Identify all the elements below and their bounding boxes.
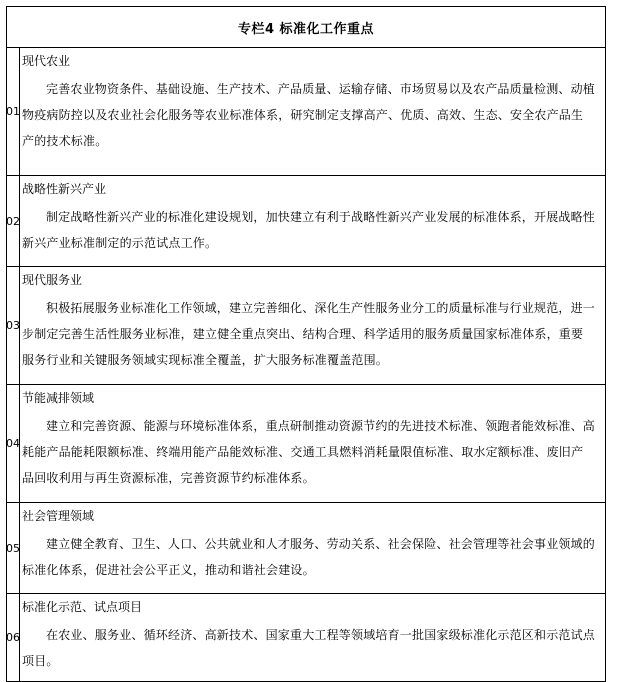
row-content <box>20 176 605 266</box>
table-title: 专栏4 标准化工作重点 <box>7 7 605 48</box>
row-body: 建立健全教育、卫生、人口、公共就业和人才服务、劳动关系、社会保险、社会管理等社会事业领域的标准化体系，促进社会公平正义，推动和谐社会建设。 <box>22 537 596 577</box>
row-heading: 现代农业 <box>22 54 71 68</box>
table-row <box>7 594 605 681</box>
row-number: 01 <box>7 48 20 175</box>
row-body: 建立和完善资源、能源与环境标准体系，重点研制推动资源节约的先进技术标准、领跑者能效标准、高耗能产品能耗限额标准、终端用能产品能效标准、交通工具燃料消耗量限值标准、取水定额标准、废旧产品回收利用与再生资源标准，完善资源节约标准体系。 <box>22 419 596 485</box>
standardization-table <box>6 6 606 682</box>
row-content <box>20 594 605 681</box>
row-number: 03 <box>7 267 20 384</box>
row-body: 在农业、服务业、循环经济、高新技术、国家重大工程等领域培育一批国家级标准化示范区和示范试点项目。 <box>22 628 596 668</box>
table-row <box>7 48 605 176</box>
row-number: 06 <box>7 594 20 681</box>
table-row <box>7 503 605 594</box>
row-content <box>20 503 605 593</box>
table-row <box>7 385 605 503</box>
table-row <box>7 267 605 385</box>
row-heading: 社会管理领域 <box>22 509 95 523</box>
row-body: 完善农业物资条件、基础设施、生产技术、产品质量、运输存储、市场贸易以及农产品质量检测、动植物疫病防控以及农业社会化服务等农业标准体系，研究制定支撑高产、优质、高效、生态、安全农产品生产的技术标准。 <box>22 82 596 148</box>
row-content <box>20 385 605 502</box>
row-body: 积极拓展服务业标准化工作领域，建立完善细化、深化生产性服务业分工的质量标准与行业规范，进一步制定完善生活性服务业标准，建立健全重点突出、结构合理、科学适用的服务质量国家标准体系，重要服务行业和关键服务领域实现标准全覆盖，扩大服务标准覆盖范围。 <box>22 301 596 367</box>
row-number: 05 <box>7 503 20 593</box>
row-heading: 标准化示范、试点项目 <box>22 600 143 614</box>
table-row <box>7 176 605 267</box>
row-heading: 战略性新兴产业 <box>22 182 107 196</box>
row-heading: 节能减排领域 <box>22 391 95 405</box>
row-heading: 现代服务业 <box>22 273 83 287</box>
row-content <box>20 48 605 175</box>
row-number: 02 <box>7 176 20 266</box>
row-content <box>20 267 605 384</box>
row-number: 04 <box>7 385 20 502</box>
row-body: 制定战略性新兴产业的标准化建设规划，加快建立有利于战略性新兴产业发展的标准体系，开展战略性新兴产业标准制定的示范试点工作。 <box>22 210 596 250</box>
